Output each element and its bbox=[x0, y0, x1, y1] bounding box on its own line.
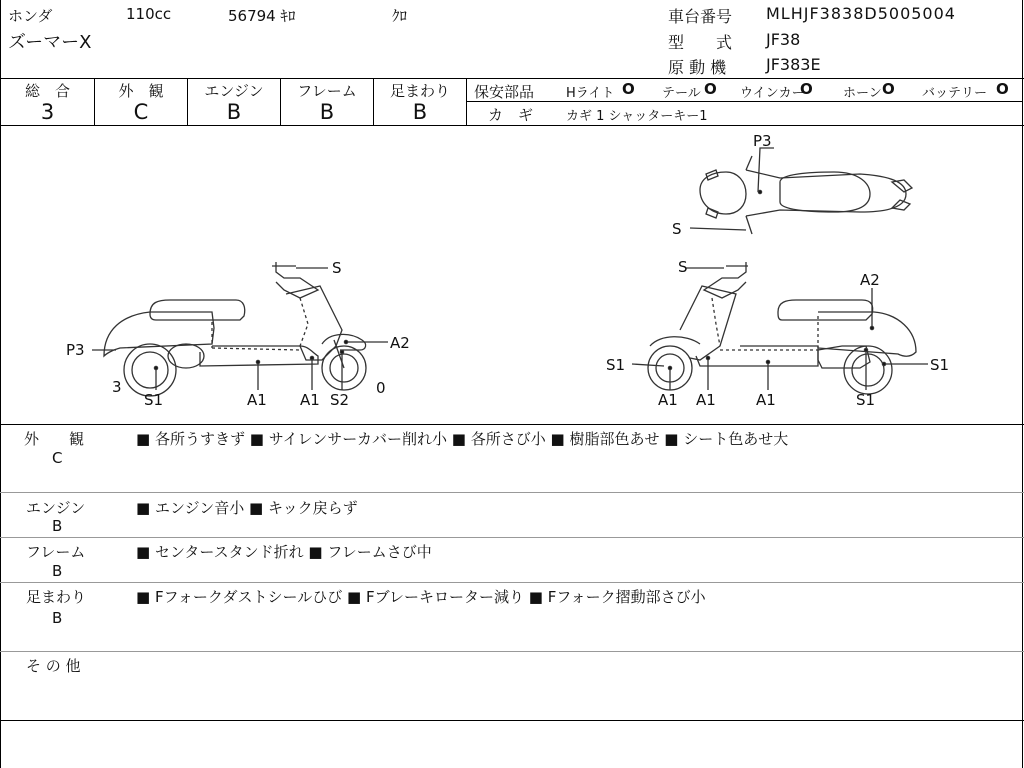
displacement: 110cc bbox=[126, 5, 172, 23]
grade-value-overall: 3 bbox=[40, 100, 55, 124]
safety-horn: ホーン bbox=[843, 86, 882, 101]
remark-item: Fフォークダストシールひび bbox=[154, 588, 343, 606]
label-right-a1-c: A1 bbox=[756, 391, 776, 409]
safety-winker: ウインカー bbox=[740, 86, 805, 101]
safety-battery-mark: O bbox=[996, 80, 1009, 98]
grade-header-exterior: 外 観 bbox=[118, 82, 164, 100]
chassis-value: MLHJF3838D5005004 bbox=[766, 4, 956, 23]
label-right-a1-b: A1 bbox=[696, 391, 716, 409]
remark-item: サイレンサーカバー削れ小 bbox=[268, 430, 447, 448]
label-left-a1-b: A1 bbox=[300, 391, 320, 409]
label-right-a2: A2 bbox=[860, 271, 880, 289]
safety-headlight-mark: O bbox=[622, 80, 635, 98]
label-left-s1: S1 bbox=[144, 391, 164, 409]
divider-header bbox=[0, 78, 1024, 79]
type-label: 型 式 bbox=[668, 33, 733, 52]
scooter-diagram bbox=[0, 126, 1022, 424]
remark-grade-engine: B bbox=[52, 517, 63, 535]
grade-value-frame: B bbox=[319, 100, 335, 124]
label-left-3: 3 bbox=[112, 378, 122, 396]
divider-remark-5 bbox=[0, 720, 1024, 721]
model-name: ズーマーX bbox=[8, 32, 92, 53]
safety-winker-mark: O bbox=[800, 80, 813, 98]
scooter-left-side-view bbox=[92, 262, 388, 396]
label-right-a1-a: A1 bbox=[658, 391, 678, 409]
mileage: 56794 ｷﾛ bbox=[228, 7, 296, 25]
chassis-label: 車台番号 bbox=[668, 7, 733, 26]
divider-remark-2 bbox=[0, 537, 1024, 538]
remark-items-frame: ■ センタースタンド折れ ■ フレームさび中 bbox=[136, 543, 432, 561]
remark-item: Fブレーキローター減り bbox=[365, 588, 524, 606]
remark-title-frame: フレーム bbox=[26, 543, 86, 561]
grade-col-line-5 bbox=[466, 78, 467, 125]
safety-label: 保安部品 bbox=[474, 83, 535, 101]
remark-item: 樹脂部色あせ bbox=[569, 430, 660, 448]
remark-title-exterior: 外 観 bbox=[24, 430, 85, 448]
divider-remark-1 bbox=[0, 492, 1024, 493]
remark-item: フレームさび中 bbox=[327, 543, 432, 561]
remark-item: キック戻らず bbox=[267, 499, 358, 517]
label-left-a2: A2 bbox=[390, 334, 410, 352]
label-left-p3: P3 bbox=[66, 341, 85, 359]
label-right-s1-right: S1 bbox=[930, 356, 950, 374]
label-right-s-top: S bbox=[672, 220, 682, 238]
label-left-0: 0 bbox=[376, 379, 386, 397]
grade-value-engine: B bbox=[226, 100, 242, 124]
remark-title-engine: エンジン bbox=[26, 499, 86, 517]
label-right-s-mid: S bbox=[678, 258, 688, 276]
label-right-s1-bottom: S1 bbox=[856, 391, 876, 409]
remark-item: 各所さび小 bbox=[470, 430, 546, 448]
remark-item: シート色あせ大 bbox=[683, 430, 789, 448]
divider-remark-4 bbox=[0, 651, 1024, 652]
remark-grade-suspension: B bbox=[52, 609, 63, 627]
remark-title-suspension: 足まわり bbox=[26, 588, 87, 606]
engine-label: 原 動 機 bbox=[668, 58, 727, 77]
grade-header-frame: フレーム bbox=[297, 82, 357, 100]
remark-item: 各所うすきず bbox=[154, 430, 245, 448]
grade-header-engine: エンジン bbox=[204, 82, 264, 100]
engine-value: JF383E bbox=[766, 55, 821, 74]
grade-header-suspension: 足まわり bbox=[389, 82, 450, 100]
divider-remark-3 bbox=[0, 582, 1024, 583]
label-left-s: S bbox=[332, 259, 342, 277]
remark-items-exterior: ■ 各所うすきず ■ サイレンサーカバー削れ小 ■ 各所さび小 ■ 樹脂部色あせ ■ シート色あせ大 bbox=[136, 430, 789, 448]
remark-item: センタースタンド折れ bbox=[154, 543, 304, 561]
maker-name: ホンダ bbox=[8, 7, 53, 25]
grade-value-exterior: C bbox=[133, 100, 149, 124]
type-value: JF38 bbox=[766, 30, 801, 49]
remark-item: エンジン音小 bbox=[154, 499, 245, 517]
remark-items-engine: ■ エンジン音小 ■ キック戻らず bbox=[136, 499, 358, 517]
remark-grade-exterior: C bbox=[52, 449, 63, 467]
scooter-top-view bbox=[690, 148, 912, 234]
label-right-s1-left: S1 bbox=[606, 356, 626, 374]
key-value: カギ 1 シャッターキー1 bbox=[566, 109, 708, 124]
grade-header-overall: 総 合 bbox=[24, 82, 70, 100]
label-left-a1-a: A1 bbox=[247, 391, 267, 409]
remark-item: Fフォーク摺動部さび小 bbox=[547, 588, 706, 606]
safety-taillight-mark: O bbox=[704, 80, 717, 98]
safety-taillight: テール bbox=[662, 86, 701, 101]
color: ｸﾛ bbox=[392, 7, 408, 25]
safety-battery: バッテリー bbox=[922, 86, 988, 101]
remark-grade-frame: B bbox=[52, 562, 63, 580]
grade-value-suspension: B bbox=[412, 100, 428, 124]
frame-right bbox=[1022, 0, 1023, 768]
label-left-s2: S2 bbox=[330, 391, 350, 409]
safety-headlight: Hライト bbox=[566, 86, 615, 101]
divider-safety bbox=[467, 101, 1023, 102]
key-label: カ ギ bbox=[488, 106, 534, 124]
remark-title-other: そ の 他 bbox=[26, 657, 81, 675]
remark-items-suspension: ■ Fフォークダストシールひび ■ Fブレーキローター減り ■ Fフォーク摺動部さび小 bbox=[136, 588, 706, 606]
safety-horn-mark: O bbox=[882, 80, 895, 98]
label-right-p3: P3 bbox=[753, 132, 772, 150]
scooter-right-side-view bbox=[632, 262, 928, 394]
divider-diagram bbox=[0, 424, 1024, 425]
